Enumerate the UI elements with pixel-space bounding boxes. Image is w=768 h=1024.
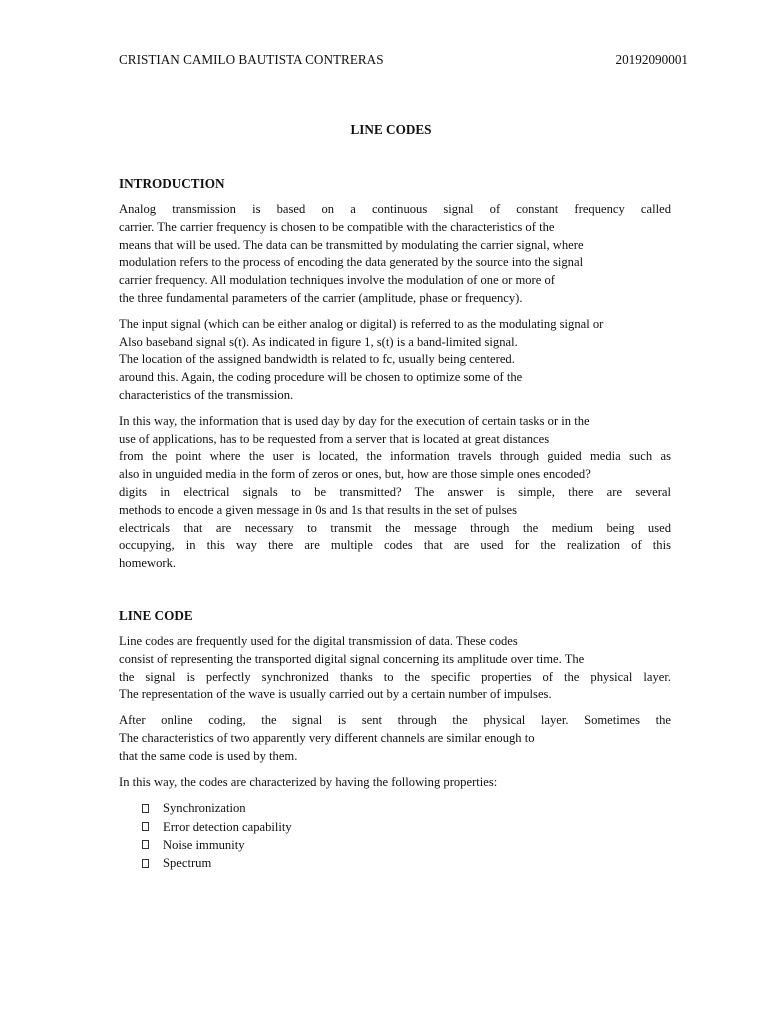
student-id: 20192090001 [615,52,688,67]
text-line: use of applications, has to be requested from a server that is located at great distances [119,431,550,446]
text-line: Analog transmission is based on a continuous signal of constant frequency called [119,202,671,216]
text-line: also in unguided media in the form of zeros or ones, but, how are those simple ones encoded? [119,467,591,482]
section-spacer [119,581,671,607]
text-line: characteristics of the transmission. [119,387,294,402]
paragraph [119,201,671,308]
properties-list [119,799,671,872]
text-line: Line codes are frequently used for the digital transmission of data. These codes [119,633,518,648]
document-body [119,175,671,872]
paragraph [119,633,671,704]
list-item [142,818,671,836]
text-line: carrier frequency. All modulation techniques involve the modulation of one or more of [119,273,555,288]
box-bullet-icon [142,822,149,831]
text-line: In this way, the information that is used day by day for the execution of certain tasks or in the [119,413,590,428]
section-heading: LINE CODE [119,607,193,623]
text-line: consist of representing the transported digital signal concerning its amplitude over time. The [119,651,585,666]
text-line: The characteristics of two apparently very different channels are similar enough to [119,730,535,745]
list-item-label: Synchronization [163,801,246,816]
text-line: carrier. The carrier frequency is chosen to be compatible with the characteristics of the [119,219,555,234]
text-line: means that will be used. The data can be transmitted by modulating the carrier signal, where [119,237,584,252]
text-line: homework. [119,556,177,571]
document-title: LINE CODES [350,122,432,137]
text-line: around this. Again, the coding procedure will be chosen to optimize some of the [119,370,523,385]
text-line: The location of the assigned bandwidth is related to fc, usually being centered. [119,352,515,367]
box-bullet-icon [142,840,149,849]
paragraph [119,316,671,405]
page-header [119,51,688,68]
text-line: the three fundamental parameters of the carrier (amplitude, phase or frequency). [119,290,523,305]
list-item-label: Error detection capability [163,819,292,834]
text-line: methods to encode a given message in 0s and 1s that results in the set of pulses [119,502,518,517]
text-line: In this way, the codes are characterized by having the following properties: [119,774,498,789]
text-line: from the point where the user is located, the information travels through guided media such as [119,449,671,464]
text-line: The input signal (which can be either analog or digital) is referred to as the modulating signal or [119,316,604,331]
paragraph [119,712,671,765]
list-item [142,799,671,817]
text-line: digits in electrical signals to be transmitted? The answer is simple, there are several [119,484,671,499]
text-line: the signal is perfectly synchronized thanks to the specific properties of the physical layer. [119,669,671,684]
text-line: electricals that are necessary to transmit the message through the medium being used [119,520,671,535]
text-line: After online coding, the signal is sent through the physical layer. Sometimes the [119,713,671,728]
paragraph [119,774,671,792]
section-heading: INTRODUCTION [119,176,225,191]
list-item [142,836,671,854]
box-bullet-icon [142,804,149,813]
paragraph [119,413,671,573]
text-line: modulation refers to the process of encoding the data generated by the source into the signal [119,255,584,270]
list-item [142,854,671,872]
text-line: occupying, in this way there are multiple codes that are used for the realization of this [119,538,671,553]
box-bullet-icon [142,859,149,868]
list-item-label: Noise immunity [163,837,245,852]
text-line: The representation of the wave is usually carried out by a certain number of impulses. [119,687,552,702]
author-name: CRISTIAN CAMILO BAUTISTA CONTRERAS [119,52,384,67]
list-item-label: Spectrum [163,855,212,870]
text-line: that the same code is used by them. [119,748,298,763]
text-line: Also baseband signal s(t). As indicated in figure 1, s(t) is a band-limited signal. [119,334,518,349]
